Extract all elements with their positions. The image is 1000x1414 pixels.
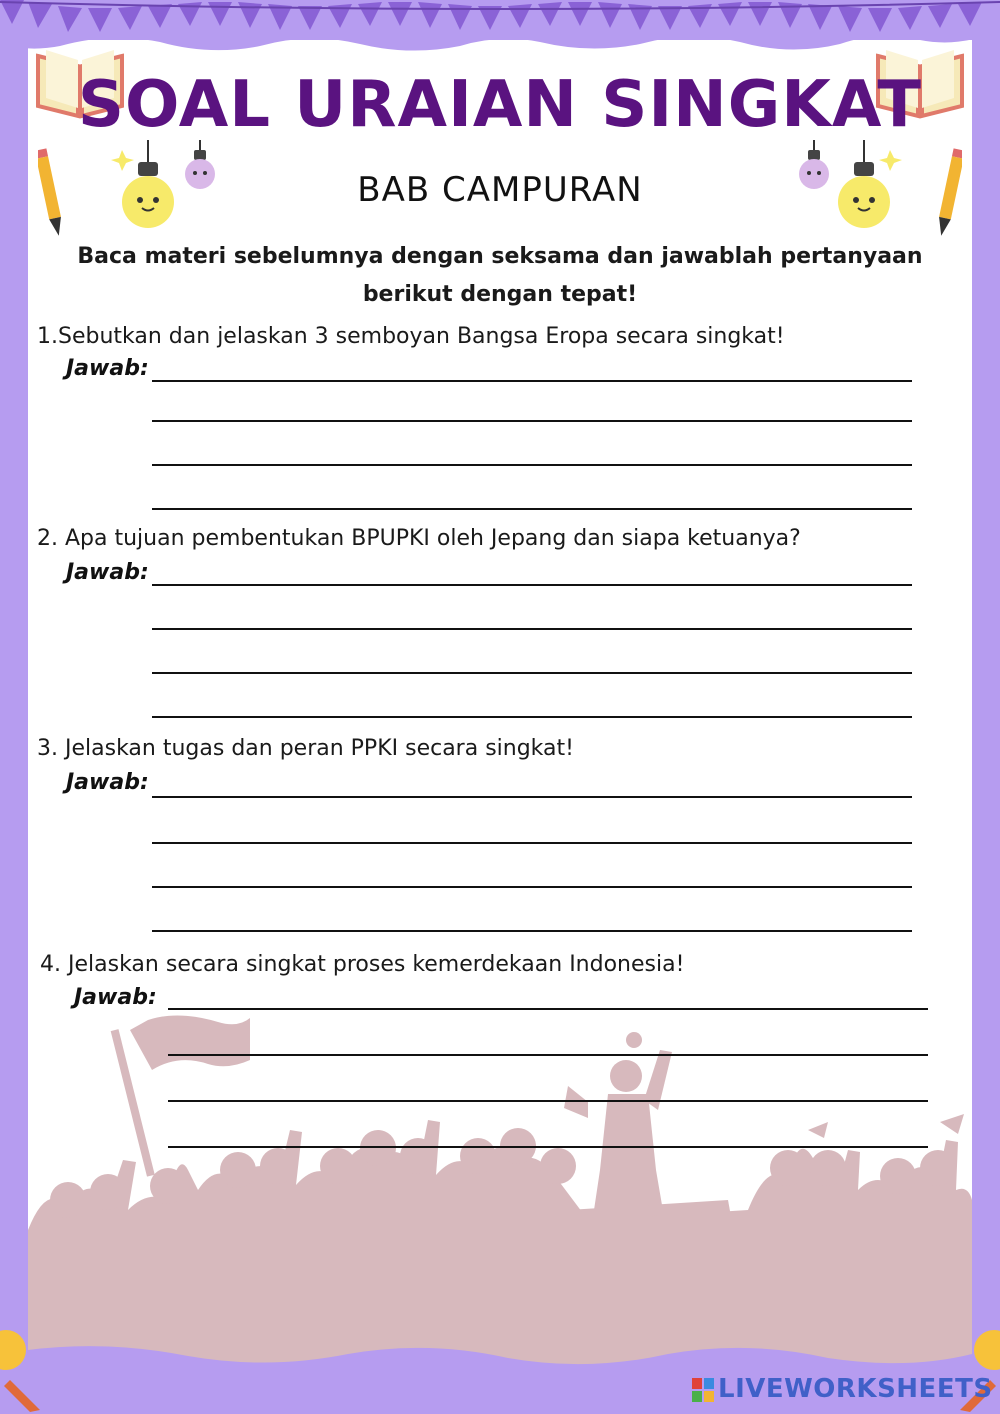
answer-line[interactable] — [152, 380, 912, 382]
crowd-silhouette-illustration — [28, 1010, 972, 1380]
answer-line[interactable] — [168, 1146, 928, 1148]
answer-line[interactable] — [168, 1054, 928, 1056]
answer-label: Jawab: — [66, 356, 149, 381]
question-text: Jelaskan tugas dan peran PPKI secara singkat! — [65, 736, 574, 761]
question-text: Jelaskan secara singkat proses kemerdekaan Indonesia! — [68, 952, 685, 977]
question-number: 4. — [40, 952, 61, 977]
answer-label: Jawab: — [66, 770, 149, 795]
answer-line[interactable] — [152, 464, 912, 466]
answer-line[interactable] — [168, 1008, 928, 1010]
question-text: Sebutkan dan jelaskan 3 semboyan Bangsa Eropa secara singkat! — [58, 324, 785, 349]
answer-line[interactable] — [152, 716, 912, 718]
page-title: SOAL URAIAN SINGKAT — [77, 68, 923, 142]
answer-line[interactable] — [152, 886, 912, 888]
question-4 — [40, 952, 684, 977]
answer-line[interactable] — [152, 628, 912, 630]
question-1 — [37, 324, 785, 349]
answer-line[interactable] — [168, 1100, 928, 1102]
answer-line[interactable] — [152, 420, 912, 422]
question-number: 3. — [37, 736, 58, 761]
answer-line[interactable] — [152, 508, 912, 510]
liveworksheets-watermark: LIVEWORKSHEETS — [718, 1374, 993, 1404]
liveworksheets-logo-icon — [692, 1378, 714, 1402]
question-number: 1. — [37, 324, 58, 349]
answer-line[interactable] — [152, 672, 912, 674]
sun-icon — [0, 1300, 60, 1414]
answer-line[interactable] — [152, 842, 912, 844]
bunting-decoration — [0, 0, 1000, 70]
answer-line[interactable] — [152, 584, 912, 586]
answer-line[interactable] — [152, 796, 912, 798]
instruction-text: Baca materi sebelumnya dengan seksama dan jawablah pertanyaan berikut dengan tepat! — [77, 244, 923, 307]
answer-line[interactable] — [152, 930, 912, 932]
answer-label: Jawab: — [66, 560, 149, 585]
question-text: Apa tujuan pembentukan BPUPKI oleh Jepang dan siapa ketuanya? — [65, 526, 801, 551]
question-2 — [37, 526, 801, 551]
page-subtitle: BAB CAMPURAN — [357, 170, 643, 210]
question-3 — [37, 736, 574, 761]
answer-label: Jawab: — [74, 985, 157, 1010]
question-number: 2. — [37, 526, 58, 551]
